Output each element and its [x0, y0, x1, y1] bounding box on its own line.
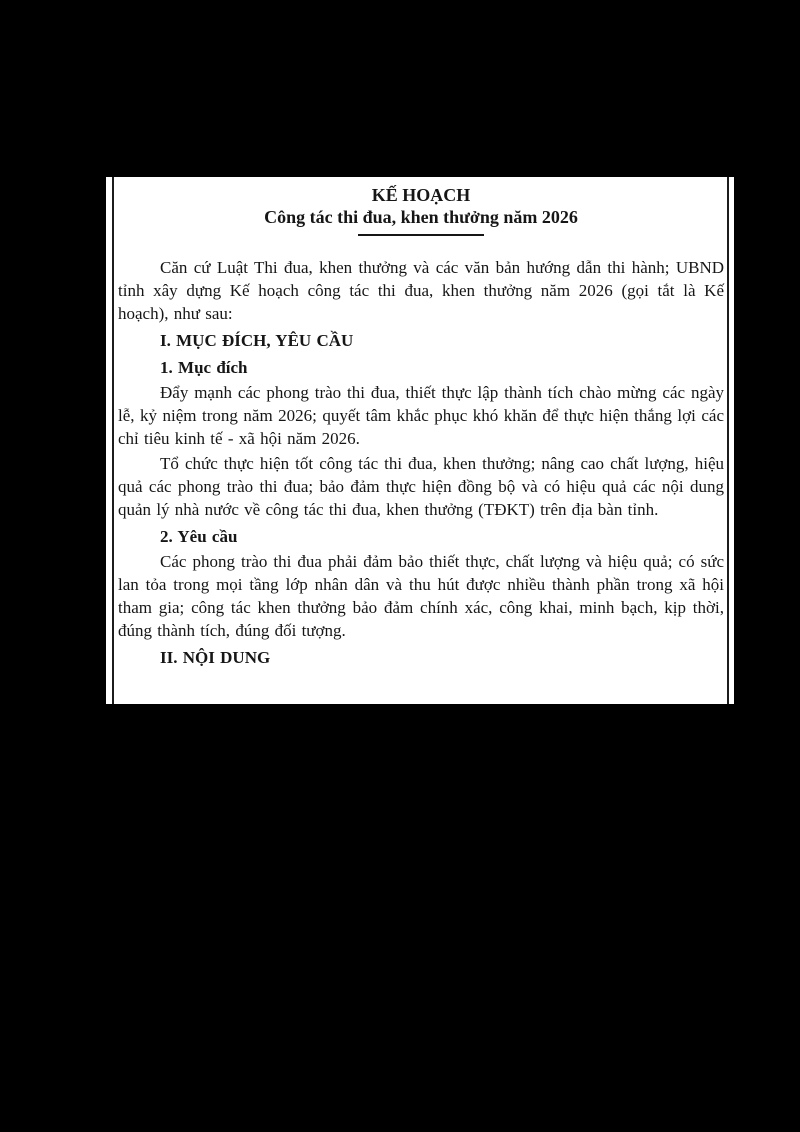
- document-content: [118, 177, 724, 671]
- subsection-heading-purpose: 1. Mục đích: [160, 358, 248, 377]
- page-edge-line-left: [112, 177, 114, 704]
- section-heading-content: II. NỘI DUNG: [160, 648, 271, 667]
- page-edge-line-right: [727, 177, 729, 704]
- paragraph-requirements: Các phong trào thi đua phải đảm bảo thiết thực, chất lượng và hiệu quả; có sức lan tỏa trong mọi tầng lớp nhân dân và thu hút được nhiều thành phần trong xã hội tham gia; công tác khen thưởng bảo đảm chính xác, công khai, minh bạch, kịp thời, đúng thành tích, đúng đối tượng.: [118, 552, 724, 640]
- document-page: [106, 177, 734, 704]
- subsection-heading-requirements: 2. Yêu cầu: [160, 527, 238, 546]
- document-subtitle: Công tác thi đua, khen thưởng năm 2026: [264, 207, 578, 227]
- paragraph-legal-basis: Căn cứ Luật Thi đua, khen thưởng và các văn bản hướng dẫn thi hành; UBND tỉnh xây dựng Kế hoạch công tác thi đua, khen thưởng năm 2026 (gọi tắt là Kế hoạch), như sau:: [118, 258, 724, 323]
- paragraph-purpose-1: Đẩy mạnh các phong trào thi đua, thiết thực lập thành tích chào mừng các ngày lễ, kỷ niệm trong năm 2026; quyết tâm khắc phục khó khăn để thực hiện thắng lợi các chỉ tiêu kinh tế - xã hội năm 2026.: [118, 383, 724, 448]
- section-heading-purpose-requirements: I. MỤC ĐÍCH, YÊU CẦU: [160, 331, 354, 350]
- title-underline: [358, 234, 484, 236]
- paragraph-purpose-2: Tổ chức thực hiện tốt công tác thi đua, khen thưởng; nâng cao chất lượng, hiệu quả các phong trào thi đua; bảo đảm thực hiện đồng bộ và có hiệu quả các nội dung quản lý nhà nước về công tác thi đua, khen thưởng (TĐKT) trên địa bàn tỉnh.: [118, 454, 724, 519]
- document-title: KẾ HOẠCH: [371, 185, 471, 205]
